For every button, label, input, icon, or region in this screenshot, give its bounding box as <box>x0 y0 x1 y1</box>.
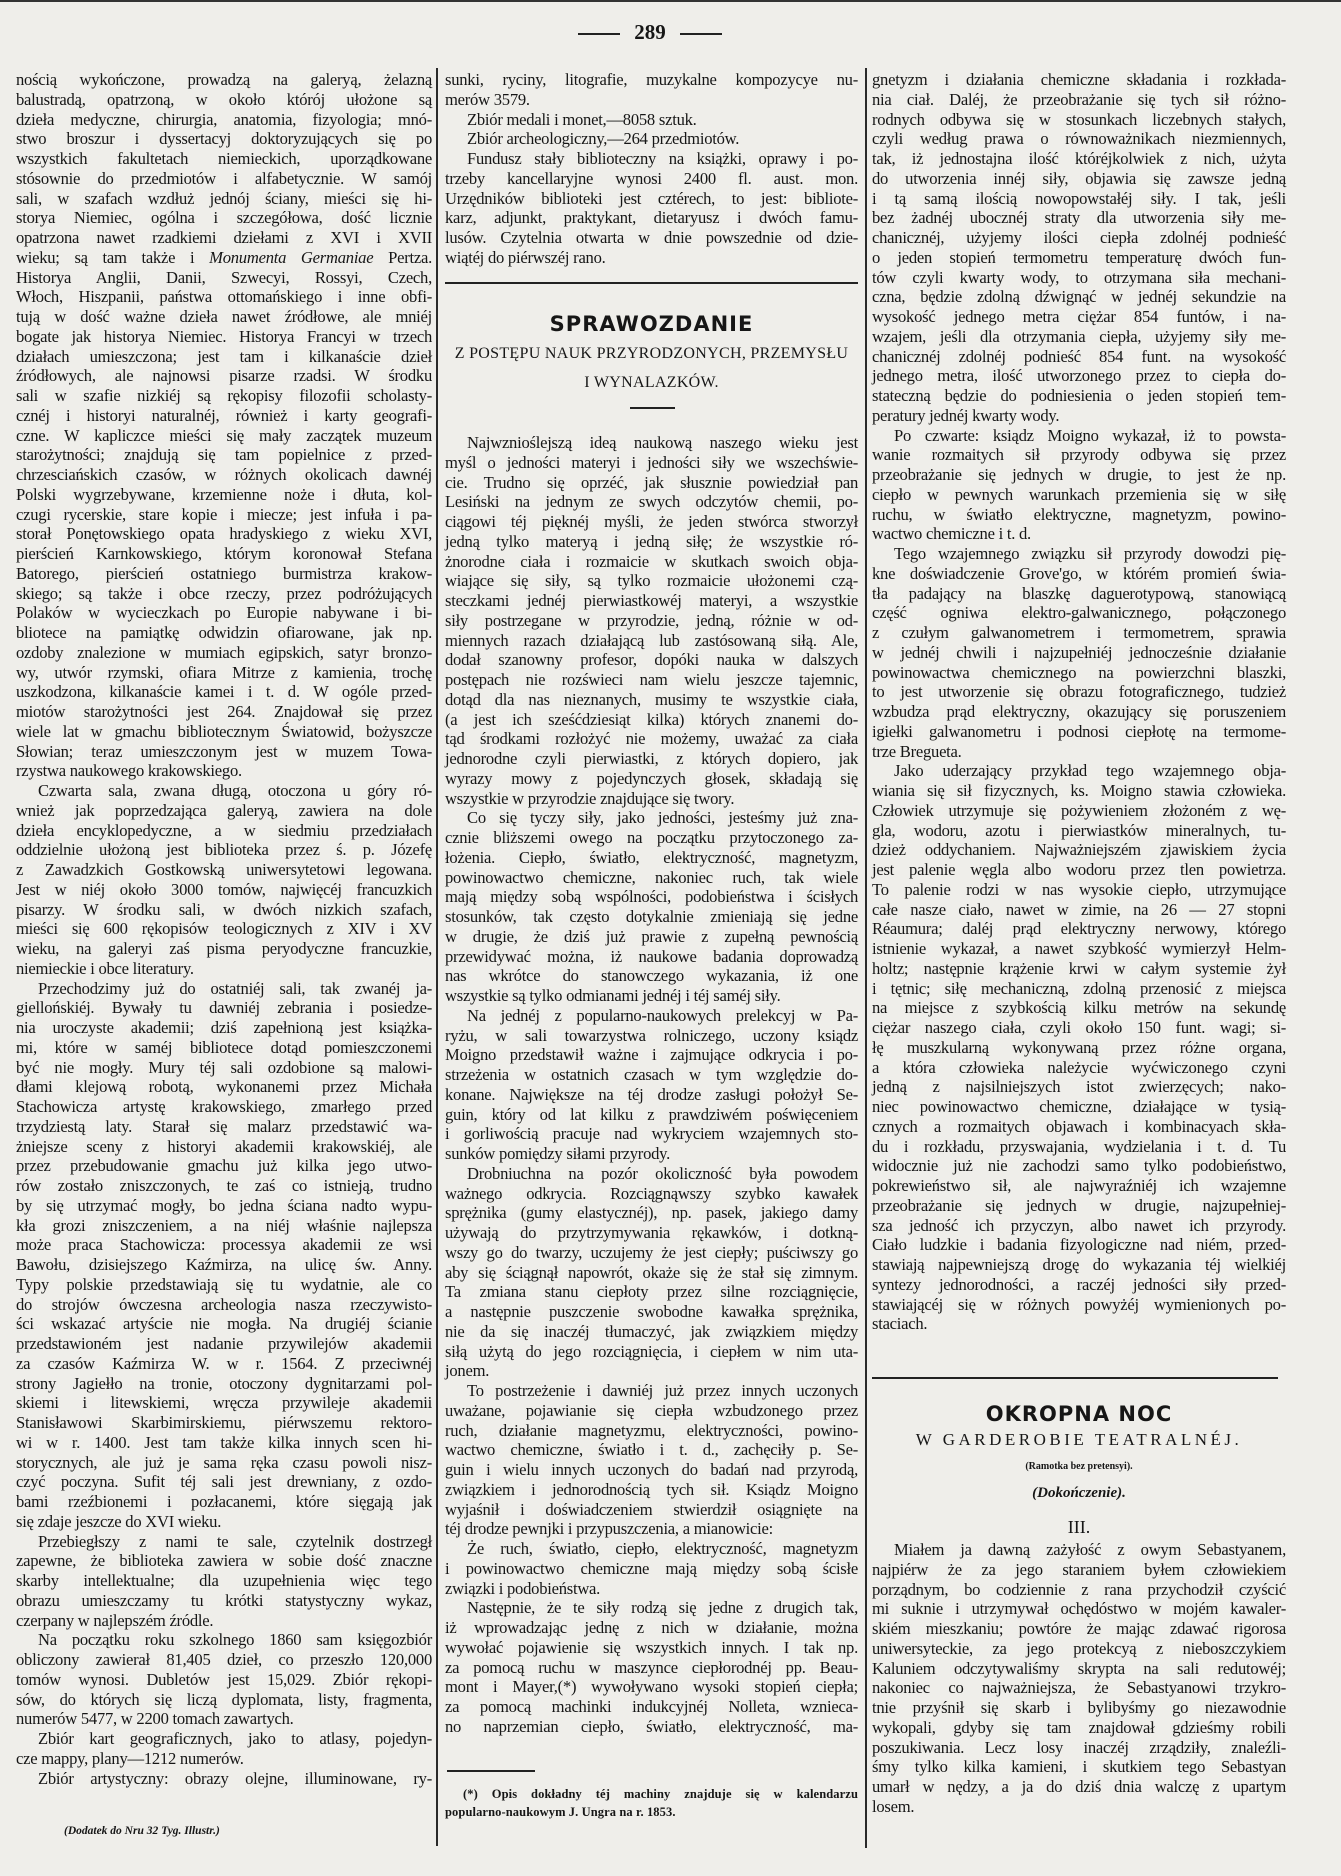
text-line: To palenie rodzi w nas wysokie ciepło, utrzymujące <box>872 879 1286 899</box>
text-line: wanie rozmaitych sił przyrody odbywa się przez <box>872 445 1286 465</box>
paragraph <box>445 1006 858 1164</box>
text-line: giellońskiéj. Bywały tu dawniéj zebrania i posiedze- <box>16 998 432 1018</box>
text-line: strony Jagiełło na tronie, otoczony dygnitarzami pol- <box>16 1373 432 1393</box>
text-line: sali, w szafach wzdłuż jednój ściany, mieści się hi- <box>16 188 432 208</box>
text-line: stosunków, tak często dotykalnie zmieniają się jedne <box>445 907 858 926</box>
text-line: Lesiński na jednym ze swych odczytów chemii, po- <box>445 492 858 512</box>
text-line: część ogniwa elektro-galwanicznego, połączonego <box>872 603 1286 623</box>
text-line: wszystkie są tylko odmianami jednéj i téj saméj siły. <box>445 986 781 1005</box>
text-line: no naprzemian ciepło, światło, elektryczność, ma- <box>445 1716 858 1736</box>
text-line: tak, iż jednostajna ilość któréjkolwiek z nich, użyta <box>872 149 1286 168</box>
page-number-text: 289 <box>634 20 666 44</box>
text-line: przeobrażanie się jednych w drugie, najzupełniej- <box>872 1195 1286 1215</box>
text-line: wy, utwór rzymski, ofiara Mitrze z kamienia, trochę <box>16 662 432 682</box>
text-line: dłami klejową robotą, wykonanemi przez Michała <box>16 1077 432 1097</box>
text-line: obrazu umieszczamy tu krótki statystyczny wykaz, <box>16 1590 432 1610</box>
text-line: Przebiegłszy z nami te sale, czytelnik dostrzegł <box>38 1531 432 1551</box>
text-line: Drobniuchna na pozór okoliczność była powodem <box>467 1163 858 1183</box>
text-line: żnorodne ciała i rozmaicie w skutkach swoich obja- <box>445 551 858 571</box>
text-line: jednorodne czyli pierwiastki, z których dopiero, jak <box>445 749 858 768</box>
text-line: a która człowieka należycie wyćwiczonego czyni <box>872 1057 1286 1077</box>
page-number <box>560 20 740 45</box>
text-line: mont i Mayer,(*) wywoływano wysoki stopień ciepła; <box>445 1677 858 1697</box>
text-line: umarł w nędzy, a ja do dziś dnia walczę z upartym <box>872 1777 1286 1796</box>
text-line: skiego; są także i obce rzeczy, przez podróżujących <box>16 583 432 603</box>
text-line: myśl o jedności materyi i jedności siły we wszechświe- <box>445 452 858 472</box>
text-line: lusów. Czytelnia otwarta w dnie powszednie od dzie- <box>445 228 858 247</box>
text-line: z czułym galwanometrem i termometrem, sprawia <box>872 623 1286 642</box>
text-line: się zdaje jeszcze do XVI wieku. <box>16 1511 222 1531</box>
text-line: czyli według prawa o równoważnikach niezmiennych, <box>872 129 1286 149</box>
text-line: Bawołu, dzisiejszego Kaźmirza, na ulicę św. Anny. <box>16 1255 432 1274</box>
text-line: dzieła medyczne, chirurgia, anatomia, fizyologia; mnó- <box>16 109 432 129</box>
text-line: Stanisławowi Skarbimirskiemu, piérwszemu rektoro- <box>16 1413 432 1432</box>
text-line: związki i podobieństwa. <box>445 1578 601 1598</box>
text-line: zapewne, że biblioteka zawiera w sobie dość znaczne <box>16 1551 432 1571</box>
text-line: merów 3579. <box>445 89 530 109</box>
text-line: Batorego, pierścień ostatniego burmistrza krakow- <box>16 563 432 583</box>
text-line: wykopali, gdyby się tam znajdował gdzieśmy robili <box>872 1717 1286 1737</box>
text-line: numerów 5477, w 2200 tomach zawartych. <box>16 1709 294 1729</box>
text-line: Ciało ludzkie i badania fizyologiczne nad niém, przed- <box>872 1235 1286 1255</box>
sprawozdanie-article-body <box>445 433 858 1737</box>
text-line: do utworzenia innéj siły, objawia się zawsze jedną <box>872 168 1286 188</box>
text-line: przez przebudowanie gmachu już kilka jego utwo- <box>16 1156 432 1176</box>
text-line: Polski wygrzebywane, krzemienne noże i dłuta, kol- <box>16 484 432 504</box>
paragraph <box>445 1164 858 1381</box>
text-line: wiątéj do piérwszéj rano. <box>445 247 606 267</box>
text-line: tnie przyśnił się skarb i bylibyśmy go niezawodnie <box>872 1698 1286 1717</box>
text-line: na miejsce z szybkością kilku metrów na sekundę <box>872 998 1286 1018</box>
text-line: związkiem i jednorodnością tych sił. Ksiądz Moigno <box>445 1479 858 1499</box>
story-title-okropna-noc: OKROPNA NOC <box>985 1402 1173 1426</box>
title-short-rule <box>630 407 675 409</box>
text-line: Moigno przedstawił ważne i zajmujące odkrycia i po- <box>445 1045 858 1065</box>
text-line: bogate jak historya Niemiec. Historya Francyi w trzech <box>16 326 432 346</box>
text-line: peratury jednéj kwarty wody. <box>872 405 1060 425</box>
text-line: za czasów Kaźmirza W. w r. 1564. Z przeciwnéj <box>16 1353 432 1373</box>
text-line: wysokość jednego metra ciężar 854 funtów, i na- <box>872 307 1286 326</box>
text-line: wzajem, jeśli dla otrzymania ciepła, użyjemy siły me- <box>872 326 1286 346</box>
text-line: skiém mieszkaniu; powtóre że mając zdawać rigorosa <box>872 1619 1286 1638</box>
paragraph <box>445 1539 858 1598</box>
text-line: wactwo chemiczne, światło i t. d., zachęciły p. Se- <box>445 1440 858 1460</box>
paragraph <box>445 808 858 1006</box>
text-line: Réaumura; daléj prąd elektryczny nerwowy, którego <box>872 919 1286 939</box>
text-line: Kaluniem odczytywaliśmy skrypta na sali redutowéj; <box>872 1658 1286 1678</box>
paragraph <box>445 1381 858 1539</box>
text-line: ruch, działanie magnetyzmu, elektryczności, powino- <box>445 1420 858 1440</box>
text-line: nia ciał. Daléj, że przeobrażanie się tych sił różno- <box>872 89 1286 109</box>
text-line: o jeden stopień termometru temperaturę dwóch fun- <box>872 247 1286 267</box>
text-line: iż wprowadzając jednę z nich w działanie, można <box>445 1618 858 1637</box>
article-separator-rule <box>445 282 858 284</box>
paragraph <box>16 70 432 781</box>
text-line: czugi rycerskie, stare kopie i miecze; jest infuła i pa- <box>16 504 432 524</box>
paragraph <box>445 129 858 149</box>
text-line: uważane, pojawianie się ciepła wzbudzonego przez <box>445 1400 858 1420</box>
text-line: igiełki galwanometru i podnosi ciepłotę na termome- <box>872 721 1286 741</box>
page-number-dash-right <box>680 33 722 35</box>
text-line: steczkami jednéj pierwiastkowéj materyi, a wszystkie <box>445 591 858 610</box>
text-line: trzydziestą laty. Starał się malarz przedstawić wa- <box>16 1116 432 1136</box>
text-line: dotąd dla nas nieznanych, musimy te wszystkie ciała, <box>445 689 858 709</box>
text-line: przeobrażanie się jednych w drugie, to jest że np. <box>872 465 1286 484</box>
column-3-continued-text <box>872 70 1286 1334</box>
text-line: tów czyli kwarty wody, to otrzymana siła mechani- <box>872 267 1286 287</box>
text-line: ciepło w pewnych warunkach przemienia się w siłę <box>872 484 1286 504</box>
text-line: tła padający na blaszkę daguerotypową, stanowiącą <box>872 583 1286 603</box>
text-line: czyć poczyna. Sufit téj sali jest drewniany, z ozdo- <box>16 1472 432 1492</box>
text-line: storya Niemiec, ogólna i szczegółowa, dość licznie <box>16 208 432 228</box>
text-line: opatrzona nawet rzadkiemi dziełami z XVI i XVII <box>16 228 432 247</box>
text-line <box>16 248 432 268</box>
text-line: wszystkie w przyrodzie znajdujące się twory. <box>445 788 735 808</box>
text-line: Urzędników biblioteki jest cztérech, to jest: bibliote- <box>445 188 858 208</box>
article-separator-rule-2 <box>872 1377 1278 1379</box>
text-line: wszy go do twarzy, uczujemy że jest ciepły; puściwszy go <box>445 1242 858 1262</box>
text-line: syntezy jednorodności, a raczéj jedności siły przed- <box>872 1274 1286 1294</box>
text-line: rzystwa naukowego krakowskiego. <box>16 761 242 781</box>
text-line: łę muszkularną wykonywaną przez różne organa, <box>872 1037 1286 1057</box>
text-line: uniwersyteckie, za jego protekcyą z nieboszczykiem <box>872 1638 1286 1658</box>
paragraph <box>16 1769 432 1789</box>
paragraph <box>872 761 1286 1334</box>
story-continuation-note: (Dokończenie). <box>1032 1485 1126 1501</box>
text-line: wi w r. 1400. Jest tam także kilka innych scen hi- <box>16 1432 432 1452</box>
text-line: wiele lat w gmachu bibliotecznym Światowid, bożyszcze <box>16 721 432 741</box>
text-line: balustradą, opatrzoną, w około którój ułożone są <box>16 89 432 109</box>
text-line: wyjaśnił i doświadczeniem stwierdził osiągnięte na <box>445 1499 858 1519</box>
text-line: konane. Największe na téj drodze zasługi położył Se- <box>445 1084 858 1104</box>
text-line: wiania się sił fizycznych, ks. Moigno stawia człowieka. <box>872 781 1286 800</box>
article-subtitle-line-1: Z POSTĘPU NAUK PRZYRODZONYCH, PRZEMYSŁU <box>454 345 849 362</box>
text-line: mi, które w saméj bibliotece dotąd pomieszczonemi <box>16 1037 432 1057</box>
text-line: cze mappy, plany—1212 numerów. <box>16 1748 244 1768</box>
text-line: sów, do których się liczą dyplomata, listy, fragmenta, <box>16 1689 432 1709</box>
text-segment: Pertza. <box>373 247 432 267</box>
text-line: staciach. <box>872 1314 928 1334</box>
text-line: pierścień Karnkowskiego, którym koronował Stefana <box>16 544 432 563</box>
story-genre-note: (Ramotka bez pretensyi). <box>1025 1461 1133 1472</box>
text-line: sali w szafie nizkiéj są rękopisy filozofii scholasty- <box>16 386 432 405</box>
text-line: wszystkich fakultetach niemieckich, uporządkowane <box>16 149 432 168</box>
text-line: ciągowi téj pięknéj myśli, że jeden stwórca stworzył <box>445 512 858 531</box>
text-segment: wieku; są tam także i <box>16 247 210 267</box>
text-line: storycznych, ale już je sama ręka czasu powoli nisz- <box>16 1452 432 1472</box>
text-line: niec powinowactwo chemiczne, działające w tysią- <box>872 1097 1286 1116</box>
paragraph <box>16 1729 432 1769</box>
text-line: ciężar naszego ciała, czyli około 150 funt. wagi; si- <box>872 1018 1286 1037</box>
text-line: powinowactwo chemiczne, nakoniec ruch, tak wiele <box>445 867 858 887</box>
text-line: Polaków w wycieczkach po Europie nabywane i bi- <box>16 603 432 623</box>
text-line: czna, będzie zdolną dźwignąć w jednéj sekundzie na <box>872 287 1286 307</box>
text-line: miennych razach działającą lub zastósowaną siłą. Ale, <box>445 630 858 650</box>
text-line: ruchu, w światło elektryczne, magnetyzm, powino- <box>872 504 1286 524</box>
text-line: w drugie, że dziś już prawie z zupełną pewnością <box>445 926 858 946</box>
text-line: starożytności; znajdują się tam popielnice z przed- <box>16 445 432 465</box>
text-line: stósownie do przedmiotów i alfabetycznie. W samój <box>16 168 432 188</box>
paragraph <box>445 149 858 268</box>
text-line: sunki, ryciny, litografie, muzykalne kompozycye nu- <box>445 70 858 89</box>
text-line: losem. <box>872 1796 915 1816</box>
text-line: Zbiór kart geograficznych, jako to atlasy, pojedyn- <box>38 1729 432 1748</box>
text-line: być nie mogły. Mury téj sali ozdobione są malowi- <box>16 1057 432 1077</box>
text-line: gnetyzm i działania chemiczne składania i rozkłada- <box>872 70 1286 89</box>
paragraph <box>445 110 858 130</box>
text-line: Fundusz stały biblioteczny na książki, oprawy i po- <box>467 149 858 168</box>
text-line: nas wkrótce do stanowczego wykazania, iż one <box>445 966 858 986</box>
text-line: sza jedność ich przyczyn, albo nawet ich przyrody. <box>872 1215 1286 1235</box>
text-line: tomów wynosi. Dubletów jest 15,029. Zbiór rękopi- <box>16 1669 432 1689</box>
text-line: wnież jak poprzedzająca galeryą, zawiera na dole <box>16 800 432 820</box>
text-line: kła grozi zniszczeniem, a na niéj właśnie najlepsza <box>16 1215 432 1235</box>
text-line: Stachowicza artystę krakowskiego, zmarłego przed <box>16 1097 432 1116</box>
text-line: aby się ściągnął napowrót, okaże się że stał się zimnym. <box>445 1262 858 1282</box>
text-line: Następnie, że te siły rodzą się jedne z drugich tak, <box>467 1598 858 1618</box>
text-line: rodnych odbywa się w stosunkach liczebnych stałych, <box>872 109 1286 129</box>
column-divider-1 <box>436 68 438 1846</box>
text-line: i powinowactwo chemiczne mają między sobą ścisłe <box>445 1558 858 1578</box>
text-line: siły postrzegane w przyrodzie, jedną, różnie w od- <box>445 610 858 630</box>
text-line: dodał szanowny profesor, dopóki nauka w dalszych <box>445 650 858 670</box>
footnote-rule <box>447 1770 535 1772</box>
paragraph <box>16 1630 432 1729</box>
text-line: Miałem ja dawną zażyłość z owym Sebastyanem, <box>894 1540 1286 1559</box>
text-line: wieku, na galeryi zaś pisma peryodyczne francuzkie, <box>16 939 432 958</box>
text-line: holtz; następnie krążenie krwi w całym systemie żył <box>872 958 1286 978</box>
paragraph <box>16 979 432 1532</box>
text-line: guin, który od lat kilku z prawdziwém poświęceniem <box>445 1104 858 1124</box>
text-line: postępach nie rozświeci nam wielu jeszcze tajemnic, <box>445 670 858 689</box>
text-line: żniejsze sceny z historyi akademii krakowskiéj, ale <box>16 1136 432 1156</box>
text-line: przewidywać można, iż naukowe badania doprowadzą <box>445 946 858 966</box>
text-line: skiemi i litewskiemi, wręcza przywileje akademii <box>16 1393 432 1413</box>
text-line: bliotece na pamiątkę odwidzin ofiarowane, jak np. <box>16 623 432 642</box>
text-line: wactwo chemiczne i t. d. <box>872 524 1031 544</box>
column-2-continued-text <box>445 70 858 268</box>
text-line: może praca Stachowicza: processya akademii ze wsi <box>16 1235 432 1255</box>
text-line: nością wykończone, prowadzą na galeryą, żelazną <box>16 70 432 89</box>
text-line: trzeby kancellaryjne wynosi 2400 fl. aust. mon. <box>445 168 858 188</box>
text-line: za pomocą ruchu w maszynce ciepłorodnéj pp. Beau- <box>445 1657 858 1677</box>
text-line: przedstawioném jest nadanie przywilejów akademii <box>16 1334 432 1353</box>
story-subtitle: W GARDEROBIE TEATRALNÉJ. <box>915 1430 1243 1449</box>
text-line: guin i wielu innych uczonych do badań nad przyrodą, <box>445 1460 858 1479</box>
text-line: widocznie już nie zachodzi samo tylko podobieństwo, <box>872 1156 1286 1176</box>
text-line: Najwznioślejszą ideą naukową naszego wieku jest <box>467 433 858 452</box>
text-line: ważnego odkrycia. Rozciągnąwszy szybko kawałek <box>445 1183 858 1203</box>
paragraph <box>445 70 858 110</box>
text-line: wyrazy mowy z pojedynczych głosek, składają się <box>445 768 858 788</box>
text-line: gla, wodoru, azotu i pierwiastków mineralnych, tu- <box>872 820 1286 840</box>
text-line: i gorliwością pracuje nad wykryciem wzajemnych sto- <box>445 1124 858 1144</box>
text-line: jest palenie węgla albo wodoru przez tlen powietrza. <box>872 860 1286 879</box>
text-line: To postrzeżenie i dawniéj już przez innych uczonych <box>467 1381 858 1400</box>
paragraph <box>872 70 1286 426</box>
text-line: i tą samą ilością nowopowstałéj siły. I tak, jeśli <box>872 188 1286 208</box>
text-line: czerpany w najlepszém źródle. <box>16 1610 214 1630</box>
text-line: dzieła encyklopedyczne, a w siedmiu przedziałach <box>16 820 432 840</box>
text-line: Zbiór medali i monet,—8058 sztuk. <box>467 109 697 129</box>
text-line: działach umieszczona; jest tam i kilkanaście dzieł <box>16 346 432 366</box>
text-line: dzież oddychaniem. Najważniejszém zjawiskiem życia <box>872 840 1286 860</box>
text-line: mieści się 600 rękopisów teologicznych z XIV i XV <box>16 919 432 939</box>
text-line: cznie bliższemi owego na początku przytoczonego za- <box>445 828 858 847</box>
text-line: chanicznéj zdolnéj podnieść 854 funt. na wysokość <box>872 346 1286 366</box>
column-1-text <box>16 70 432 1788</box>
text-line: Czwarta sala, zwana długą, otoczona u góry ró- <box>38 781 432 800</box>
text-line: (a jest ich sześćdziesiąt kilka) których znanemi do- <box>445 709 858 729</box>
text-line: nakoniec co najważniejsza, że Sebastyanowi trzykro- <box>872 1678 1286 1698</box>
text-line: do strojów ówczesna archeologia nasza rzeczywisto- <box>16 1294 432 1314</box>
text-line: nia uroczyste akademii; dziś zapełnioną jest książka- <box>16 1018 432 1037</box>
article-title-sprawozdanie: SPRAWOZDANIE <box>549 312 754 336</box>
text-line: poszukiwania. Lecz losy inaczéj zrządziły, znaleźli- <box>872 1737 1286 1757</box>
text-line: i tętnic; siłę mechaniczną, zdolną przenosić z miejsca <box>872 978 1286 998</box>
text-line: najpiérw że za jego staraniem byłem człowiekiem <box>872 1559 1286 1579</box>
story-part-number: III. <box>1067 1517 1091 1537</box>
text-line: kne doświadczenie Grove'go, w którém promień świa- <box>872 563 1286 583</box>
text-line: tują w dość ważne dzieła nawet źródłowe, ale mniéj <box>16 307 432 326</box>
text-line: siłą użytą do jego rozciągnięcia, i ciepłem w nim uta- <box>445 1341 858 1361</box>
text-line: storał Ponętowskiego opata hradyskiego z wieku XVI, <box>16 524 432 544</box>
text-line: cznych a rozmaitych objawach i kombinacyach skła- <box>872 1116 1286 1136</box>
text-line: stwo broszur i dyssertacyj doktoryzujących się po <box>16 129 432 149</box>
text-line: jedną z najsilniejszych istot zwierzęcych; nako- <box>872 1077 1286 1097</box>
text-line: jedną tylko materyą i jedną siłę; że wszystkie ró- <box>445 531 858 551</box>
paragraph <box>445 1598 858 1736</box>
text-line: miotów starożytności jest 264. Znajdował się przez <box>16 702 432 721</box>
text-line: bami rzeźbionemi i pozłacanemi, które sięgają jak <box>16 1492 432 1511</box>
text-line: stawiającéj się w różnych powyżéj wymienionych po- <box>872 1294 1286 1314</box>
text-line: Przechodzimy już do ostatniéj sali, tak zwanéj ja- <box>38 978 432 998</box>
text-line: w jednéj chwili i najzupełniéj jednocześnie działanie <box>872 642 1286 662</box>
text-line: całe nasze ciało, nawet w zimie, na 26 — 27 stopni <box>872 899 1286 919</box>
footnote <box>445 1785 858 1821</box>
text-line: Jako uderzający przykład tego wzajemnego obja- <box>894 761 1286 781</box>
text-line: karz, adjunkt, praktykant, dietaryusz i dwóch famu- <box>445 208 858 228</box>
text-line: Ta zmiana stanu ciepłoty przez silne rozciągnięcie, <box>445 1282 858 1302</box>
text-line: Włoch, Hiszpanii, państwa ottomańskiego i inne obfi- <box>16 287 432 307</box>
text-line: obliczony zawierał 81,405 dzieł, co przeszło 120,000 <box>16 1650 432 1669</box>
text-line: używają do przytrzymywania rękawków, i dotkną- <box>445 1223 858 1242</box>
text-line: to jest utworzenie się obrazu fotograficznego, tudzież <box>872 682 1286 702</box>
paragraph <box>872 1540 1286 1817</box>
text-line: pokrewieństwo sił, ale najwyraźniéj ich wzajemne <box>872 1176 1286 1195</box>
text-line: ści wskazać artyście nie mogła. Na drugiéj ścianie <box>16 1314 432 1334</box>
text-line: a następnie puszczenie swobodne kawałka sprężnika, <box>445 1302 858 1321</box>
text-line: Typy polskie przedstawiają się tu wydatnie, ale co <box>16 1274 432 1294</box>
text-line: Że ruch, światło, ciepło, elektryczność, magnetyzm <box>467 1539 858 1558</box>
article-subtitle-line-2: I WYNALAZKÓW. <box>584 374 719 391</box>
text-line: wiające się siły, są tylko rozmaicie ułożonemi czą- <box>445 571 858 591</box>
text-line: oddzielnie ułożoną jest biblioteka przez ś. p. Józefę <box>16 840 432 860</box>
text-line: powinowactwa chemicznego na powierzchni blaszki, <box>872 662 1286 682</box>
text-line: Tego wzajemnego związku sił przyrody dowodzi pię- <box>894 544 1286 563</box>
text-line: rów zostało zniszczonych, te zaś co istnieją, trudno <box>16 1176 432 1195</box>
footnote-line: popularno-naukowym J. Ungra na r. 1853. <box>445 1805 676 1819</box>
text-line: istnienie wykazał, a nawet szybkość wymierzył Helm- <box>872 939 1286 958</box>
okropna-noc-story-body <box>872 1540 1286 1817</box>
text-line: cie. Trudno się oprzéć, jak słusznie powiedział pan <box>445 472 858 492</box>
text-line: Zbiór archeologiczny,—264 przedmiotów. <box>467 129 740 149</box>
text-line: mają między sobą wspólności, podobieństwa i ścisłych <box>445 887 858 907</box>
text-line: czne. W kapliczce mieści się mały zaczątek muzeum <box>16 425 432 445</box>
text-line: śmy tylko kilka kamieni, i skutkiem tego Sebastyan <box>872 1757 1286 1777</box>
text-line: Zbiór artystyczny: obrazy olejne, illuminowane, ry- <box>38 1768 432 1788</box>
text-line: wywołać pojawienie się wszystkich innych. I tak np. <box>445 1637 858 1657</box>
paragraph <box>445 433 858 808</box>
text-line: téj drodze pewnjki i przypuszczenia, a mianowicie: <box>445 1519 773 1539</box>
supplement-footer-note: (Dodatek do Nru 32 Tyg. Illustr.) <box>64 1825 220 1837</box>
text-line: chrzesciańskich czasów, w różnych okolicach dawnéj <box>16 465 432 484</box>
text-line: skarby intellektualne; dla uzupełnienia więc tego <box>16 1571 432 1590</box>
paragraph <box>872 544 1286 761</box>
text-line: jonem. <box>445 1361 490 1381</box>
column-divider-2 <box>865 68 867 1848</box>
text-line: ozdoby znalezione w mumiach egipskich, satyr bronzo- <box>16 642 432 662</box>
paragraph <box>16 1532 432 1631</box>
text-line: jednego metra, ilość utworzonego przez to ciepła do- <box>872 366 1286 386</box>
text-line: wzbudza prąd elektryczny, okazujący się poruszeniem <box>872 702 1286 721</box>
page-top-edge <box>0 0 1341 2</box>
footnote-line: (*) Opis dokładny téj machiny znajduje się w kalendarzu <box>463 1787 858 1801</box>
text-line: z Zawadzkich Gostkowską uniwersytetowi legowana. <box>16 860 432 879</box>
text-line: stateczną będzie do podniesienia o jeden stopień tem- <box>872 386 1286 405</box>
text-line: Słowian; teraz umieszczonym jest w muzem Towa- <box>16 741 432 761</box>
text-line: Co się tyczy siły, jako jedności, jesteśmy już zna- <box>467 808 858 828</box>
italic-title-text: Monumenta Germaniae <box>209 247 374 267</box>
paragraph <box>16 781 432 979</box>
page-number-dash-left <box>578 33 620 35</box>
text-line: du i rozkładu, przyswajania, wydzielania i t. d. Tu <box>872 1136 1286 1156</box>
text-line: źródłowych, ale najnowsi pisarze rzadsi. W środku <box>16 366 432 386</box>
text-line: bez żadnéj ubocznéj straty dla utworzenia siły me- <box>872 208 1286 228</box>
text-line: by się utrzymać mogły, bo jedna ściana nadto wypu- <box>16 1195 432 1215</box>
text-line: Po czwarte: ksiądz Moigno wykazał, iż to powsta- <box>894 425 1286 445</box>
text-line: Na jednéj z popularno-naukowych prelekcyj w Pa- <box>467 1005 858 1025</box>
text-line: nie da się inaczéj tłumaczyć, jak związkiem między <box>445 1321 858 1341</box>
text-line: cznéj i historyi naturalnéj, również i karty geografi- <box>16 405 432 425</box>
text-line: sprężnika (gumy elastycznéj), np. pasek, jakiego damy <box>445 1203 858 1223</box>
text-line: Na początku roku szkolnego 1860 sam księgozbiór <box>38 1630 432 1650</box>
text-line: sunków pomiędzy siłami przyrody. <box>445 1144 671 1163</box>
text-line: tąd środkami rozłożyć nie możemy, uważać za ciała <box>445 729 858 749</box>
text-line: Historya Anglii, Danii, Szwecyi, Rossyi, Czech, <box>16 267 432 287</box>
text-line: trze Bregueta. <box>872 741 962 761</box>
text-line: chanicznéj, użyjemy ilości ciepła zdolnéj podnieść <box>872 228 1286 247</box>
text-line: Człowiek utrzymuje się pożywieniem złożoném z wę- <box>872 800 1286 820</box>
text-line: Jest w niéj około 3000 tomów, najwięcéj francuzkich <box>16 879 432 899</box>
text-line: za pomocą machinki indukcyjnéj Nolleta, wznieca- <box>445 1697 858 1716</box>
text-line: niemieckie i obce literatury. <box>16 958 194 978</box>
text-line: stawiają najpewniejszą drogę do wykazania téj wielkiéj <box>872 1255 1286 1274</box>
text-line: pisarzy. W środku sali, w dwóch nizkich szafach, <box>16 899 432 919</box>
text-line: uszkodzona, kilkanaście kamei i t. d. W ogóle przed- <box>16 682 432 702</box>
text-line: łożenia. Ciepło, światło, elektryczność, magnetyzm, <box>445 847 858 867</box>
text-line: strzeżenia w ostatnich czasach w tym względzie do- <box>445 1065 858 1084</box>
text-line: mi suknie i utrzymywał ochędóstwo w mojém kawaler- <box>872 1599 1286 1619</box>
text-line: ryżu, w sali towarzystwa rolniczego, uczony ksiądz <box>445 1025 858 1045</box>
paragraph <box>872 426 1286 545</box>
text-line: porządnym, bo codziennie z rana przychodził czyścić <box>872 1579 1286 1599</box>
